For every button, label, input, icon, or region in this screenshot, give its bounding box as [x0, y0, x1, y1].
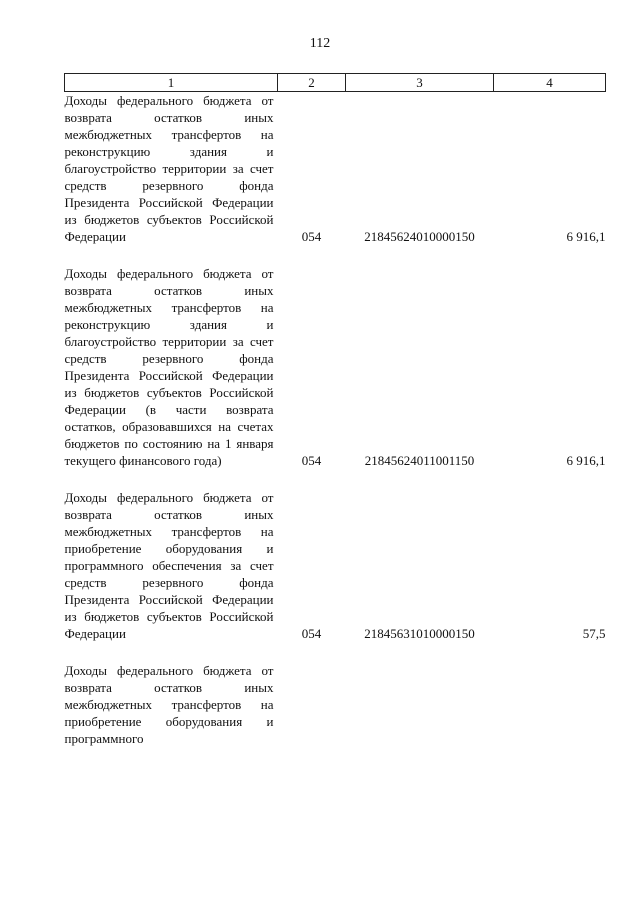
page-number: 112 [309, 36, 331, 51]
column-header-2: 2 [278, 74, 346, 92]
row-admin-code [278, 662, 346, 747]
row-amount: 57,5 [582, 626, 606, 641]
row-description: Доходы федерального бюджета от возврата остатков иных межбюджетных трансфертов на приобретение оборудования и программного обеспечения за счет средств резервного фонда Президента Российской Федерации из бюджетов субъектов Российской Федерации [64, 490, 274, 641]
row-amount: 6 916,1 [566, 453, 606, 468]
row-description: Доходы федерального бюджета от возврата остатков иных межбюджетных трансфертов на реконструкцию здания и благоустройство территории за счет средств резервного фонда Президента Российской Федерации из бюджетов субъектов Российской Федерации (в части возврата остатков, образовавшихся на счетах бюджетов по состоянию на 1 января текущего финансового года) [64, 266, 274, 468]
row-spacer [65, 642, 606, 662]
row-spacer [65, 469, 606, 489]
row-amount [494, 662, 606, 747]
row-kbk-code: 21845624011001150 [364, 453, 475, 468]
row-description: Доходы федерального бюджета от возврата остатков иных межбюджетных трансфертов на реконструкцию здания и благоустройство территории за счет средств резервного фонда Президента Российской Федерации из бюджетов субъектов Российской Федерации [64, 93, 274, 244]
row-kbk-code: 21845631010000150 [364, 626, 475, 641]
row-description: Доходы федерального бюджета от возврата остатков иных межбюджетных трансфертов на приобретение оборудования и программного [64, 663, 274, 746]
table-row [65, 265, 606, 469]
row-admin-code: 054 [301, 453, 322, 468]
row-amount: 6 916,1 [566, 229, 606, 244]
table-row [65, 92, 606, 246]
row-kbk-code [346, 662, 494, 747]
table-header-row [65, 74, 606, 92]
row-spacer [65, 245, 606, 265]
table-row [65, 662, 606, 747]
row-admin-code: 054 [301, 626, 322, 641]
column-header-4: 4 [494, 74, 606, 92]
column-header-1: 1 [65, 74, 278, 92]
table-row [65, 489, 606, 642]
income-table [64, 73, 606, 747]
row-admin-code: 054 [301, 229, 322, 244]
column-header-3: 3 [346, 74, 494, 92]
row-kbk-code: 21845624010000150 [364, 229, 475, 244]
